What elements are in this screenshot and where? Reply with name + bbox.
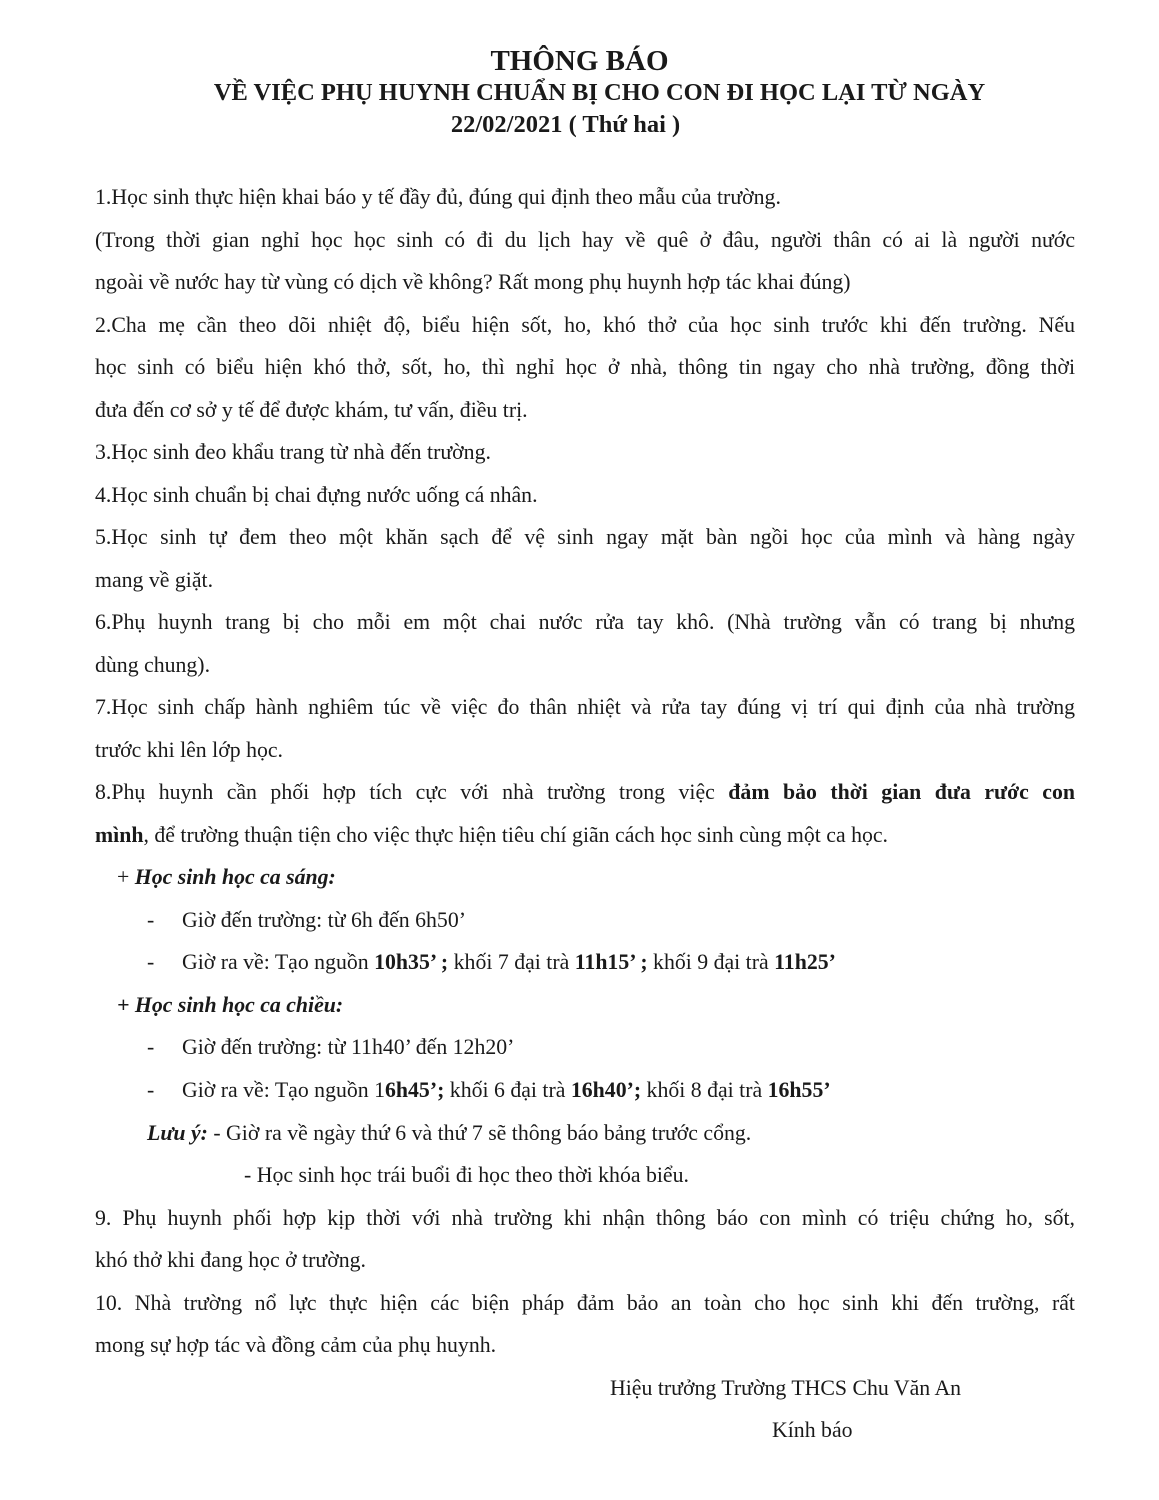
afternoon-shift-label: + Học sinh học ca chiều:	[117, 993, 344, 1017]
note-label: Lưu ý:	[147, 1121, 208, 1145]
item-5-line-2: mang về giặt.	[95, 568, 214, 592]
time-value: 16h40’;	[570, 1078, 642, 1102]
note-line-2: - Học sinh học trái buổi đi học theo thời khóa biểu.	[244, 1163, 689, 1187]
document-title: THÔNG BÁO	[490, 45, 669, 77]
item-1-line-1: 1.Học sinh thực hiện khai báo y tế đầy đủ, đúng qui định theo mẫu của trường.	[95, 185, 781, 209]
item-7-line-2: trước khi lên lớp học.	[95, 738, 284, 762]
morning-arrival-text: Giờ đến trường: từ 6h đến 6h50’	[182, 908, 466, 932]
time-value: 11h15’ ;	[574, 950, 648, 974]
item-6-line-2: dùng chung).	[95, 653, 211, 677]
item-8-line-1	[95, 777, 1075, 807]
item-2-line-2: học sinh có biểu hiện khó thở, sốt, ho, thì nghỉ học ở nhà, thông tin ngay cho nhà trường, đồng thời	[95, 355, 1075, 379]
item-7-line-1: 7.Học sinh chấp hành nghiêm túc về việc đo thân nhiệt và rửa tay đúng vị trí qui định của nhà trường	[95, 695, 1075, 719]
dismissal-label: Giờ ra về: Tạo nguồn 1	[182, 1078, 386, 1102]
item-5-line-1: 5.Học sinh tự đem theo một khăn sạch để vệ sinh ngay mặt bàn ngồi học của mình và hàng ngày	[95, 525, 1075, 549]
afternoon-arrival	[147, 1032, 1127, 1062]
item-2-line-3: đưa đến cơ sở y tế để được khám, tư vấn, điều trị.	[95, 398, 528, 422]
item-8-emphasis-end: mình	[95, 823, 144, 847]
item-9-line-2: khó thở khi đang học ở trường.	[95, 1248, 366, 1272]
item-3: 3.Học sinh đeo khẩu trang từ nhà đến trường.	[95, 440, 491, 464]
grade-label: khối 7 đại trà	[448, 950, 575, 974]
note-text-1: - Giờ ra về ngày thứ 6 và thứ 7 sẽ thông báo bảng trước cổng.	[207, 1121, 752, 1145]
dash-bullet: -	[147, 950, 155, 974]
dash-bullet: -	[147, 1035, 155, 1059]
dash-bullet: -	[147, 1078, 155, 1102]
time-value: 6h45’;	[385, 1078, 445, 1102]
item-8-emphasis: đảm bảo thời gian đưa rước con	[728, 780, 1075, 804]
item-1-line-2: (Trong thời gian nghỉ học học sinh có đi du lịch hay về quê ở đâu, người thân có ai là người nước	[95, 228, 1075, 252]
item-10-line-2: mong sự hợp tác và đồng cảm của phụ huynh.	[95, 1333, 497, 1357]
time-value: 16h55’	[767, 1078, 831, 1102]
item-6-line-1: 6.Phụ huynh trang bị cho mỗi em một chai nước rửa tay khô. (Nhà trường vẫn có trang bị nhưng	[95, 610, 1075, 634]
note-line-1	[147, 1118, 1127, 1148]
afternoon-shift-heading	[117, 990, 1097, 1020]
document-date: 22/02/2021 ( Thứ hai )	[450, 111, 681, 138]
time-value: 10h35’ ;	[374, 950, 449, 974]
dash-bullet: -	[147, 908, 155, 932]
morning-arrival	[147, 905, 1127, 935]
item-9-line-1: 9. Phụ huynh phối hợp kịp thời với nhà trường khi nhận thông báo con mình có triệu chứng ho, sốt,	[95, 1206, 1075, 1230]
document-subtitle: VỀ VIỆC PHỤ HUYNH CHUẨN BỊ CHO CON ĐI HỌC LẠI TỪ NGÀY	[213, 79, 986, 106]
item-4: 4.Học sinh chuẩn bị chai đựng nước uống cá nhân.	[95, 483, 538, 507]
grade-label: khối 9 đại trà	[647, 950, 775, 974]
afternoon-dismissal	[147, 1075, 1127, 1105]
dismissal-label: Giờ ra về: Tạo nguồn	[182, 950, 375, 974]
item-10-line-1: 10. Nhà trường nổ lực thực hiện các biện pháp đảm bảo an toàn cho học sinh khi đến trường, rất	[95, 1291, 1075, 1315]
principal-signature: Hiệu trưởng Trường THCS Chu Văn An	[610, 1376, 962, 1400]
morning-shift-heading	[117, 862, 1097, 892]
item-1-line-3: ngoài về nước hay từ vùng có dịch về không? Rất mong phụ huynh hợp tác khai đúng)	[95, 270, 851, 294]
item-2-line-1: 2.Cha mẹ cần theo dõi nhiệt độ, biểu hiện sốt, ho, khó thở của học sinh trước khi đến trường. Nếu	[95, 313, 1075, 337]
closing-text: Kính báo	[772, 1418, 853, 1442]
time-value: 11h25’	[774, 950, 836, 974]
grade-label: khối 8 đại trà	[641, 1078, 768, 1102]
grade-label: khối 6 đại trà	[444, 1078, 571, 1102]
morning-dismissal	[147, 947, 1127, 977]
item-8-text: 8.Phụ huynh cần phối hợp tích cực với nhà trường trong việc	[95, 780, 729, 804]
morning-shift-label: Học sinh học ca sáng:	[134, 865, 336, 889]
item-8-line-2	[95, 820, 1075, 850]
item-8-text-end: , để trường thuận tiện cho việc thực hiện tiêu chí giãn cách học sinh cùng một ca học.	[143, 823, 889, 847]
afternoon-arrival-text: Giờ đến trường: từ 11h40’ đến 12h20’	[182, 1035, 515, 1059]
plus-bullet: +	[117, 865, 135, 889]
